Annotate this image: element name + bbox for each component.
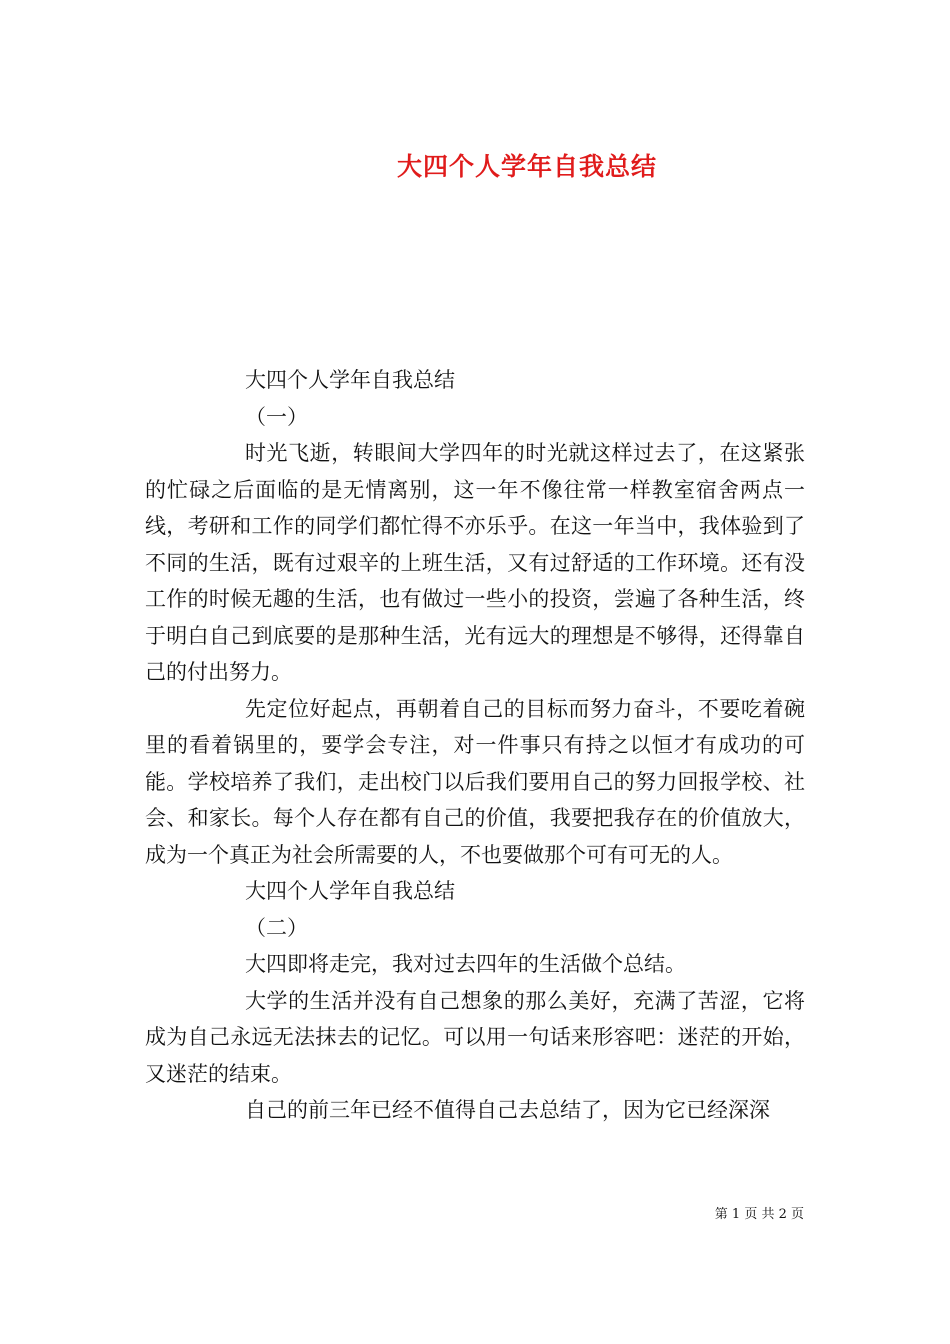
section-heading: 大四个人学年自我总结 [245,879,455,903]
section-heading: 大四个人学年自我总结 [245,368,455,392]
paragraph: 大四即将走完，我对过去四年的生活做个总结。 [245,952,686,976]
paragraph: 时光飞逝，转眼间大学四年的时光就这样过去了，在这紧张的忙碌之后面临的是无情离别，这一年不像往常一样教室宿舍两点一线，考研和工作的同学们都忙得不亦乐乎。在这一年当中，我体验到了不同的生活，既有过艰辛的上班生活，又有过舒适的工作环境。还有没工作的时候无趣的生活，也有做过一些小的投资，尝遍了各种生活，终于明白自己到底要的是那种生活，光有远大的理想是不够得，还得靠自己的付出努力。 [145,441,805,684]
paragraph: 大学的生活并没有自己想象的那么美好，充满了苦涩，它将成为自己永远无法抹去的记忆。可以用一句话来形容吧：迷茫的开始，又迷茫的结束。 [145,988,805,1086]
page-title: 大四个人学年自我总结 [396,151,657,181]
section-number: （二） [245,915,308,940]
paragraph: 自己的前三年已经不值得自己去总结了，因为它已经深深 [245,1098,770,1122]
document-body [145,362,805,1129]
page-footer: 第 1 页 共 2 页 [714,1207,804,1222]
paragraph: 先定位好起点，再朝着自己的目标而努力奋斗，不要吃着碗里的看着锅里的，要学会专注，对一件事只有持之以恒才有成功的可能。学校培养了我们，走出校门以后我们要用自己的努力回报学校、社会、和家长。每个人存在都有自己的价值，我要把我存在的价值放大，成为一个真正为社会所需要的人，不也要做那个可有可无的人。 [145,696,805,867]
section-number: （一） [245,404,308,429]
